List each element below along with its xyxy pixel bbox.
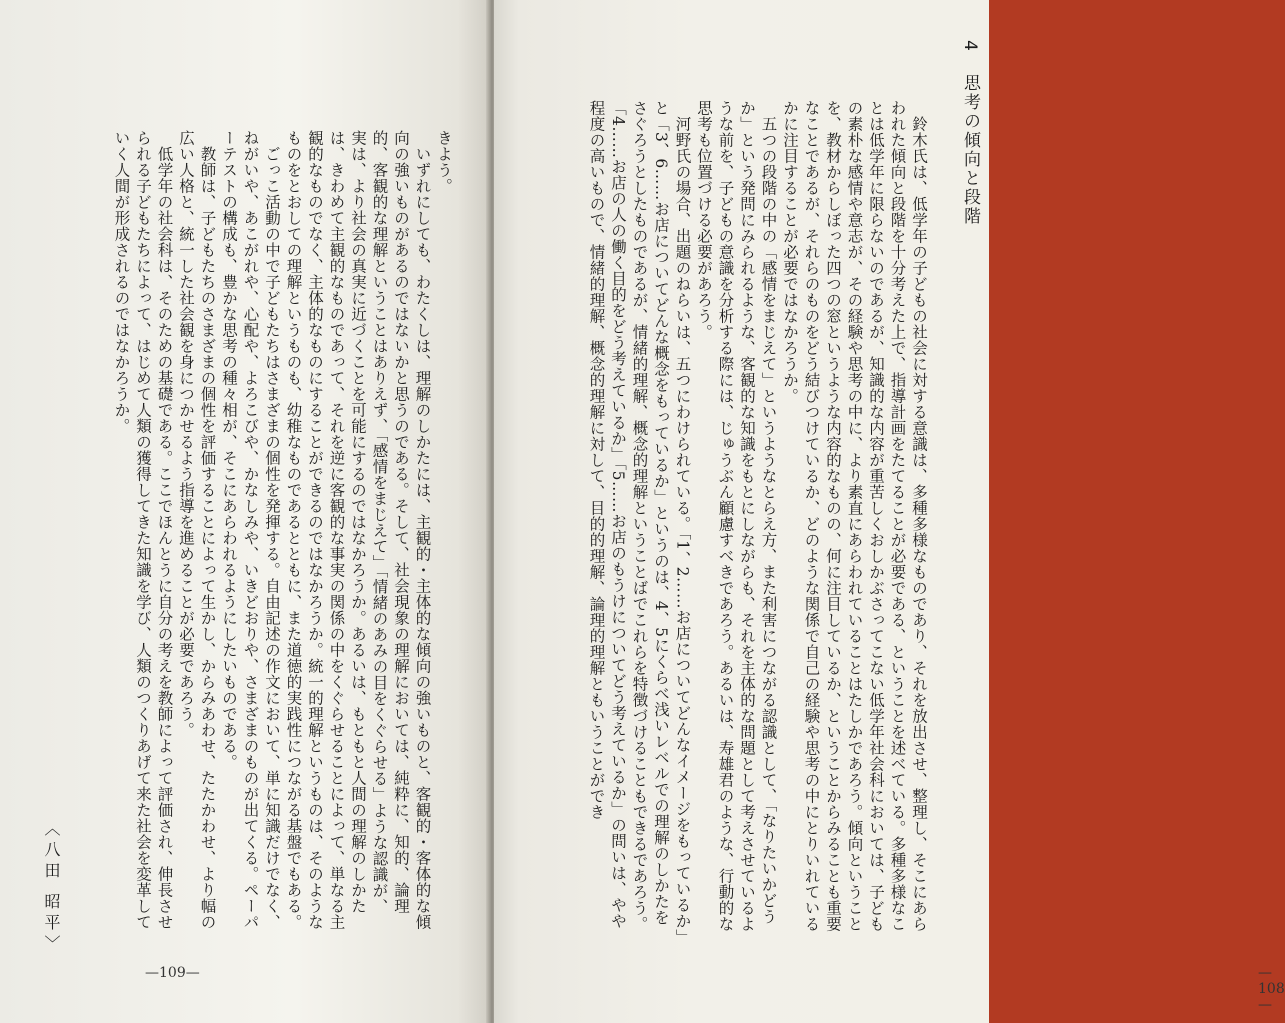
right-page-number: — 108 —: [1258, 965, 1285, 1013]
left-page-text: [110, 130, 454, 930]
chapter-number: 4: [960, 40, 980, 53]
left-page: [0, 0, 492, 1023]
left-paragraph-1: きよう。: [435, 130, 453, 194]
right-paragraph-1: 鈴木氏は、低学年の子どもの社会に対する意識は、多種多様なものであり、それを放出させ、整理し、そこにあらわれた傾向と段階を十分考えた上で、指導計画をたてることが必要である、ということを述べている。多種多様なことは低学年に限らないのであるが、知識的な内容が重苦しくおしかぶさってこない低学年社会科においては、子どもの素朴な感情や意志が、その経験や思考の中に、より素直にあらわれていることはたしかであろう。傾向ということを、教材からしぼった四つの窓というような内容的なものの、何に注目しているか、ということからみることも重要なことであるが、それらのものをどう結びつけているか、どのような関係で自己の経験や思考の中にとりいれているかに注目することが必要ではなかろうか。: [781, 100, 928, 932]
right-page: [494, 0, 1285, 1023]
right-paragraph-3: 河野氏の場合、出題のねらいは、五つにわけられている。「1、2……お店についてどんなイメージをもっているか」と「3、6……お店についてどんな概念をもっているか」というのは、4、5にくらべ浅いレベルでの理解のしかたをさぐろうとしたものであるが、情緒的理解、概念的理解ということばでこれらを特徴づけることもできるであろう。「4……お店の人の働く目的をどう考えているか」「5……お店のもうけについてどう考えているか」の問いは、やや程度の高いもので、情緒的理解、概念的理解に対して、目的的理解、論理的理解ともいうことができ: [587, 100, 692, 937]
chapter-title: 思考の傾向と段階: [960, 74, 980, 227]
right-paragraph-2: 五つの段階の中の「感情をまじえて」というようなとらえ方、また利害につながる認識として、「なりたいかどうか」という発問にみられるような、客観的な知識をもとにしながらも、それを主体的な問題として考えさせているような前を、子どもの意識を分析する際には、じゅうぶん顧慮すべきであろう。あるいは、寿雄君のような、行動的な思考も位置づける必要があろう。: [695, 100, 778, 932]
left-paragraph-5: 低学年の社会科は、そのための基礎である。ここでほんとうに自分の考えを教師によって評価され、伸長させられる子どもたちによって、はじめて人類の獲得してきた知識を学び、人類のつくりあげて来た社会を変革していく人間が形成されるのではなかろうか。: [112, 130, 174, 930]
left-paragraph-4: 教師は、子どもたちのさまざまの個性を評価することによって生かし、からみあわせ、たたかわせ、より幅の広い人格と、統一した社会観を身につかせるよう指導を進めることが必要であろう。: [177, 130, 217, 930]
left-page-number: —109—: [145, 965, 200, 981]
right-page-text: [585, 100, 929, 940]
left-paragraph-3: ごっこ活動の中で子どもたちはさまざまの個性を発揮する。自由記述の作文において、単に知識だけでなく、ねがいや、あこがれや、心配や、よろこびや、かなしみや、いきどおりや、さまざまのものが出てくる。ペーパーテストの構成も、豊かな思考の種々相が、そこにあらわれるようにしたいものである。: [220, 130, 281, 930]
chapter-heading: [958, 40, 983, 226]
left-paragraph-2: いずれにしても、わたくしは、理解のしかたには、主観的・主体的な傾向の強いものと、客観的・客体的な傾向の強いものがあるのではないかと思うのである。そして、社会現象の理解においては、純粋に、知的、論理的、客観的な理解ということはありえず、「感情をまじえて」「情緒のあみの目をくぐらせる」ような認識が、実は、より社会の真実に近づくことを可能にするのではなかろうか。あるいは、もともと人間の理解のしかたは、きわめて主観的なものであって、それを逆に客観的な事実の関係の中をくぐらせることによって、単なる主観的なものでなく、主体的なものにすることができるのではなかろうか。統一的理解というものは、そのようなものをとおしての理解というものも、幼稚なものであるとともに、また道徳的実践性につながる基盤でもある。: [284, 130, 432, 930]
author-signature: 〈八田 昭平〉: [42, 820, 61, 957]
